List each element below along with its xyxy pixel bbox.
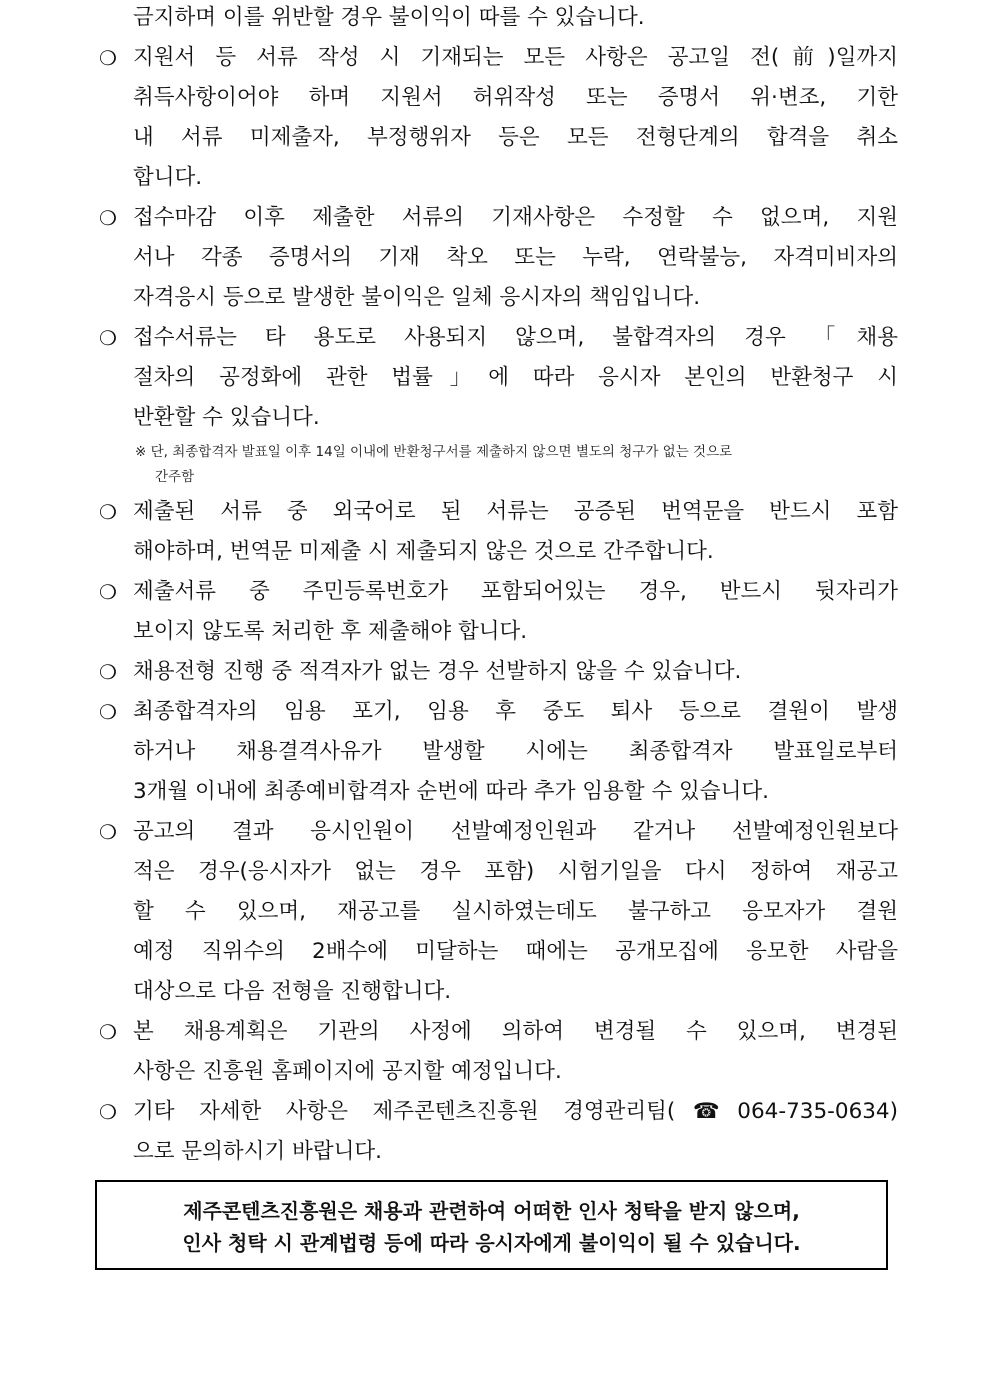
item-5-line-2: 보이지 않도록 처리한 후 제출해야 합니다.	[133, 619, 528, 644]
item-10-line-1: 기타 자세한 사항은 제주콘텐츠진흥원 경영관리팀(☎064-735-0634)	[133, 1099, 898, 1124]
notice-box	[95, 1180, 888, 1270]
item-8-line-1: 공고의 결과 응시인원이 선발예정인원과 같거나 선발예정인원보다	[133, 819, 898, 844]
item-2-line-3: 자격응시 등으로 발생한 불이익은 일체 응시자의 책임입니다.	[133, 285, 701, 310]
notice-line-2: 인사 청탁 시 관계법령 등에 따라 응시자에게 불이익이 될 수 있습니다.	[182, 1231, 801, 1255]
item-3-line-2: 절차의 공정화에 관한 법률」에 따라 응시자 본인의 반환청구 시	[133, 365, 898, 390]
bullet-icon: ❍	[99, 206, 117, 230]
bullet-icon: ❍	[99, 1020, 117, 1044]
item-7-line-1: 최종합격자의 임용 포기, 임용 후 중도 퇴사 등으로 결원이 발생	[133, 699, 898, 724]
notice-line-1: 제주콘텐츠진흥원은 채용과 관련하여 어떠한 인사 청탁을 받지 않으며,	[183, 1199, 800, 1223]
item-1-line-3: 내 서류 미제출자, 부정행위자 등은 모든 전형단계의 합격을 취소	[133, 125, 898, 150]
item-1-line-4: 합니다.	[133, 165, 203, 190]
bullet-icon: ❍	[99, 1100, 117, 1124]
bullet-icon: ❍	[99, 326, 117, 350]
item-1-line-2: 취득사항이어야 하며 지원서 허위작성 또는 증명서 위·변조, 기한	[133, 85, 898, 110]
item-1-line-1: 지원서 등 서류 작성 시 기재되는 모든 사항은 공고일 전(前)일까지	[133, 45, 898, 70]
continuation-text: 금지하며 이를 위반할 경우 불이익이 따를 수 있습니다.	[133, 5, 645, 30]
item-8-line-2: 적은 경우(응시자가 없는 경우 포함) 시험기일을 다시 정하여 재공고	[133, 859, 898, 884]
item-2-line-1: 접수마감 이후 제출한 서류의 기재사항은 수정할 수 없으며, 지원	[133, 205, 898, 230]
footnote-line-2: 간주함	[155, 469, 195, 485]
item-9-line-2: 사항은 진흥원 홈페이지에 공지할 예정입니다.	[133, 1059, 562, 1084]
item-7-line-3: 3개월 이내에 최종예비합격자 순번에 따라 추가 임용할 수 있습니다.	[133, 779, 769, 804]
item-8-line-5: 대상으로 다음 전형을 진행합니다.	[133, 979, 452, 1004]
item-2-line-2: 서나 각종 증명서의 기재 착오 또는 누락, 연락불능, 자격미비자의	[133, 245, 898, 270]
item-8-line-4: 예정 직위수의 2배수에 미달하는 때에는 공개모집에 응모한 사람을	[133, 939, 898, 964]
item-7-line-2: 하거나 채용결격사유가 발생할 시에는 최종합격자 발표일로부터	[133, 739, 898, 764]
bullet-icon: ❍	[99, 46, 117, 70]
bullet-icon: ❍	[99, 660, 117, 684]
item-5-line-1: 제출서류 중 주민등록번호가 포함되어있는 경우, 반드시 뒷자리가	[133, 579, 898, 604]
item-4-line-2: 해야하며, 번역문 미제출 시 제출되지 않은 것으로 간주합니다.	[133, 539, 714, 564]
bullet-icon: ❍	[99, 580, 117, 604]
item-8-line-3: 할 수 있으며, 재공고를 실시하였는데도 불구하고 응모자가 결원	[133, 899, 898, 924]
bullet-icon: ❍	[99, 500, 117, 524]
item-4-line-1: 제출된 서류 중 외국어로 된 서류는 공증된 번역문을 반드시 포함	[133, 499, 898, 524]
bullet-icon: ❍	[99, 700, 117, 724]
item-3-line-1: 접수서류는 타 용도로 사용되지 않으며, 불합격자의 경우 「채용	[133, 325, 898, 350]
item-6-line-1: 채용전형 진행 중 적격자가 없는 경우 선발하지 않을 수 있습니다.	[133, 659, 742, 684]
footnote-line-1: ※ 단, 최종합격자 발표일 이후 14일 이내에 반환청구서를 제출하지 않으면 별도의 청구가 없는 것으로	[135, 444, 733, 460]
bullet-icon: ❍	[99, 820, 117, 844]
item-10-line-2: 으로 문의하시기 바랍니다.	[133, 1139, 382, 1164]
item-9-line-1: 본 채용계획은 기관의 사정에 의하여 변경될 수 있으며, 변경된	[133, 1019, 898, 1044]
item-3-line-3: 반환할 수 있습니다.	[133, 405, 320, 430]
